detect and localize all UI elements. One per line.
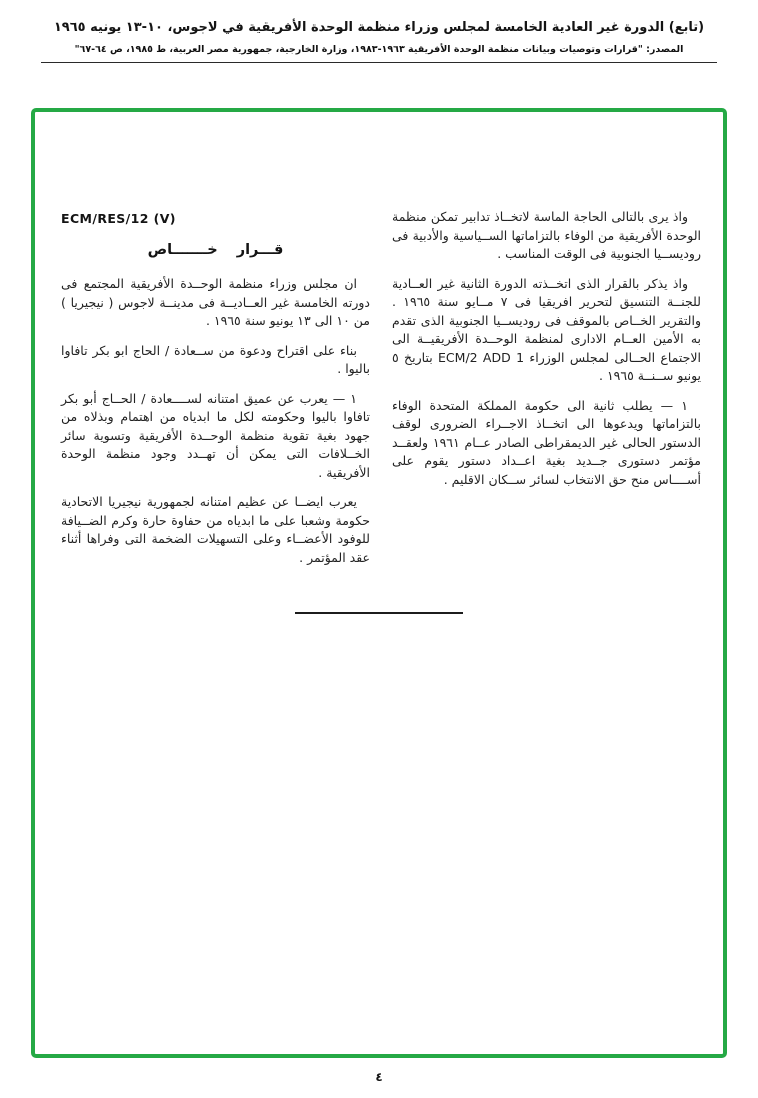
section-divider — [295, 612, 463, 614]
reference-code: ECM/RES/12 (V) — [61, 211, 176, 226]
page-header: (تابع) الدورة غير العادية الخامسة لمجلس وزراء منظمة الوحدة الأفريقية في لاجوس، ١٠-١٣ يونيه ١٩٦٥ — [53, 20, 705, 35]
left-column — [61, 208, 370, 578]
page-number: ٤ — [375, 1070, 383, 1084]
source-line: المصدر: "قرارات وتوصيات وبيانات منظمة الوحدة الأفريقية ١٩٦٣-١٩٨٣، وزارة الخارجية، جمهورية مصر العربية، ط ١٩٨٥، ص ٦٤-٦٧" — [74, 44, 684, 55]
paragraph: ١ — يعرب عن عميق امتنانه لســــعادة / الحــاج أبو بكر تافاوا باليوا وحكومته لكل ما ابدياه من اهتمام وبذلاه من جهود بغية تقوية منظمة الوحــدة الأفريقية وتسوية سائر الخــلافات التى يمكن أن تهــدد وجود منظمة الوحدة الأفريقية . — [61, 390, 370, 480]
resolution-title: قـــرار خـــــــاص — [147, 241, 284, 258]
right-column — [392, 208, 701, 578]
paragraph: واذ يذكر بالقرار الذى اتخــذته الدورة الثانية غير العــادية للجنــة التنسيق لتحرير افريقيا فى ٧ مــايو سنة ١٩٦٥ . والتقرير الخــاص بالموقف فى روديســيا الجنوبية الذى تقدم به الأمين العــام الادارى لمنظمة الوحــدة الأفريقيــة الى الاجتماع الحــالى لمجلس الوزراء ECM/2 ADD 1 بتاريخ ٥ يونيو ســنــة ١٩٦٥ . — [392, 275, 702, 383]
paragraph: واذ يرى بالتالى الحاجة الماسة لاتخــاذ تدابير تمكن منظمة الوحدة الأفريقية من الوفاء بالتزاماتها الســياسية والأدبية فى روديســيا الجنوبية فى الوقت المناسب . — [392, 209, 701, 261]
document-page — [0, 20, 758, 1084]
document-frame — [31, 108, 727, 1058]
paragraph: بناء على اقتراح ودعوة من ســعادة / الحاج ابو بكر تافاوا باليوا . — [61, 342, 370, 376]
paragraph: ان مجلس وزراء منظمة الوحــدة الأفريقية المجتمع فى دورته الخامسة غير العــاديــة فى مدينــة لاجوس ( نيجيريا ) من ١٠ الى ١٣ يونيو سنة ١٩٦٥ . — [61, 276, 370, 328]
paragraph: يعرب ايضــا عن عظيم امتنانه لجمهورية نيجيريا الاتحادية حكومة وشعبا على ما ابدياه من حفاوة حارة وكرم الضــيافة للوفود الأعضــاء وعلى التسهيلات الضخمة التى وفراها أثناء عقد المؤتمر . — [61, 494, 370, 565]
content-columns — [35, 112, 723, 578]
header-divider — [41, 62, 717, 63]
paragraph: ١ — يطلب ثانية الى حكومة المملكة المتحدة الوفاء بالتزاماتها ويدعوها الى اتخــاذ الاجــراء الضرورى لوقف الدستور الحالى غير الديمقراطى الصادر عــام ١٩٦١ ولعقــد مؤتمر دستورى جــديد بغية اعــداد دستور يقوم على أســــاس منح حق الانتخاب لسائر ســكان الاقليم . — [392, 397, 701, 487]
